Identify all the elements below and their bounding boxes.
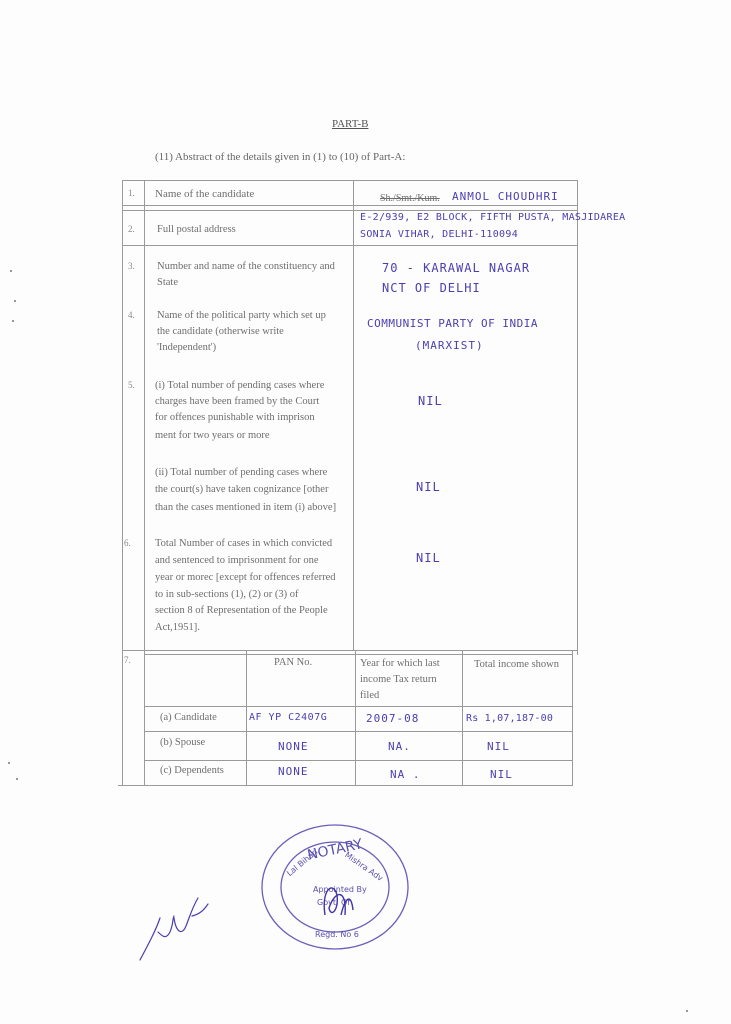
- constituency-label-line2: State: [157, 277, 178, 288]
- convicted-cases-value: NIL: [416, 551, 441, 565]
- row-number: 4.: [128, 310, 135, 320]
- party-label-line2: the candidate (otherwise write: [157, 326, 284, 337]
- tax-row-label: (a) Candidate: [160, 712, 217, 723]
- constituency-value-line2: NCT OF DELHI: [382, 281, 481, 295]
- row-number: 2.: [128, 224, 135, 234]
- postal-address-line2: SONIA VIHAR, DELHI-110094: [360, 229, 519, 240]
- constituency-value-line1: 70 - KARAWAL NAGAR: [382, 261, 531, 275]
- pan-header: PAN No.: [274, 657, 313, 668]
- svg-text:Regd. No 6: Regd. No 6: [315, 930, 359, 939]
- row-number: 6.: [124, 538, 131, 548]
- party-value-line2: (MARXIST): [415, 339, 484, 352]
- pending-cases-label-line3: for offences punishable with imprison: [155, 412, 315, 423]
- pending-cases-label-line4: ment for two years or more: [155, 430, 270, 441]
- candidate-name-value: ANMOL CHOUDHRI: [452, 190, 559, 203]
- svg-text:NOTARY: NOTARY: [305, 836, 364, 864]
- notary-stamp-icon: [255, 820, 415, 955]
- row-number: 3.: [128, 261, 135, 271]
- party-value-line1: COMMUNIST PARTY OF INDIA: [367, 317, 538, 330]
- pending-cases-label-line2: charges have been framed by the Court: [155, 396, 320, 407]
- income-header: Total income shown: [474, 659, 559, 670]
- dependents-income: NIL: [490, 768, 513, 781]
- convicted-cases-label-line6: Act,1951].: [155, 622, 200, 633]
- row-number: 1.: [128, 188, 135, 198]
- svg-text:Govt. Of: Govt. Of: [317, 898, 351, 907]
- spouse-income: NIL: [487, 740, 510, 753]
- party-label-line1: Name of the political party which set up: [157, 310, 326, 321]
- svg-text:Lal Bihari: Lal Bihari: [285, 847, 320, 879]
- row-number: 5.: [128, 380, 135, 390]
- row-number: 7.: [124, 655, 131, 665]
- signature-icon: [130, 880, 225, 970]
- convicted-cases-label-line3: year or morec [except for offences referred: [155, 572, 336, 583]
- page-title: PART-B: [332, 118, 369, 130]
- constituency-label-line1: Number and name of the constituency and: [157, 261, 335, 272]
- convicted-cases-label-line5: section 8 of Representation of the People: [155, 605, 328, 616]
- pending-cases-label-line1: (i) Total number of pending cases where: [155, 380, 325, 391]
- convicted-cases-label-line4: to in sub-sections (1), (2) or (3) of: [155, 589, 299, 600]
- year-header-line2: income Tax return: [360, 674, 437, 685]
- tax-row-label: (c) Dependents: [160, 765, 224, 776]
- party-label-line3: 'Independent'): [157, 342, 217, 353]
- intro-text: (11) Abstract of the details given in (1) to (10) of Part-A:: [155, 151, 406, 163]
- postal-address-line1: E-2/939, E2 BLOCK, FIFTH PUSTA, MASJIDAREA: [360, 212, 626, 223]
- honorific-prefix: Sh./Smt./Kum.: [380, 193, 440, 204]
- cognizance-cases-label-line3: than the cases mentioned in item (i) above]: [155, 502, 337, 513]
- svg-text:Mishra Adv: Mishra Adv: [343, 850, 385, 884]
- dependents-tax-year: NA .: [390, 768, 421, 781]
- pending-cases-value: NIL: [418, 394, 443, 408]
- cognizance-cases-label-line1: (ii) Total number of pending cases where: [155, 467, 328, 478]
- candidate-pan: AF YP C2407G: [249, 712, 328, 723]
- svg-text:Appointed By: Appointed By: [313, 885, 367, 894]
- tax-row-label: (b) Spouse: [160, 737, 206, 748]
- convicted-cases-label-line2: and sentenced to imprisonment for one: [155, 555, 319, 566]
- postal-address-label: Full postal address: [157, 224, 236, 235]
- year-header-line1: Year for which last: [360, 658, 440, 669]
- cognizance-cases-label-line2: the court(s) have taken cognizance [other: [155, 484, 329, 495]
- year-header-line3: filed: [360, 690, 380, 701]
- dependents-pan: NONE: [278, 765, 309, 778]
- candidate-tax-year: 2007-08: [366, 712, 420, 725]
- candidate-name-label: Name of the candidate: [155, 188, 255, 200]
- cognizance-cases-value: NIL: [416, 480, 441, 494]
- spouse-pan: NONE: [278, 740, 309, 753]
- convicted-cases-label-line1: Total Number of cases in which convicted: [155, 538, 333, 549]
- candidate-income: Rs 1,07,187-00: [466, 713, 554, 724]
- spouse-tax-year: NA.: [388, 740, 411, 753]
